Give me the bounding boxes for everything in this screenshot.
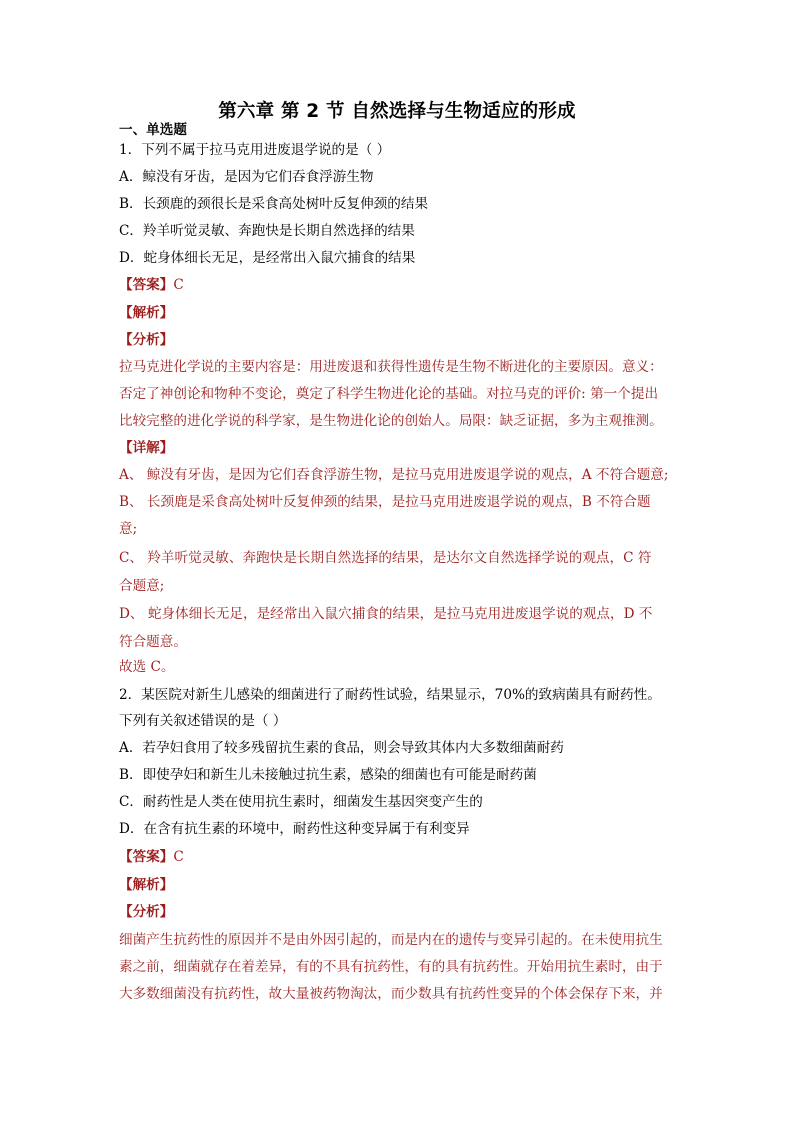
q2-option-b: B．即使孕妇和新生儿未接触过抗生素，感染的细菌也有可能是耐药菌 <box>119 767 537 783</box>
q1-detail-line-6: D、 蛇身体细长无足，是经常出入鼠穴捕食的结果，是拉马克用进废退学说的观点，D 不 <box>119 606 653 622</box>
q1-option-a: A．鲸没有牙齿，是因为它们吞食浮游生物 <box>119 169 374 185</box>
q1-analysis-line-3: 比较完整的进化学说的科学家，是生物进化论的创始人。局限：缺乏证据，多为主观推测。 <box>119 413 663 429</box>
q1-answer <box>119 276 184 294</box>
q1-option-d: D．蛇身体细长无足，是经常出入鼠穴捕食的结果 <box>119 250 416 266</box>
q1-xiangjie-tag: 【详解】 <box>119 440 174 456</box>
q2-answer-value: C <box>173 849 184 865</box>
q1-detail-line-3: 意; <box>119 521 138 537</box>
q1-detail-line-7: 符合题意。 <box>119 634 187 650</box>
q2-stem-line-2: 下列有关叙述错误的是（ ） <box>119 713 287 729</box>
q1-option-b: B．长颈鹿的颈很长是采食高处树叶反复伸颈的结果 <box>119 196 429 212</box>
q1-answer-value: C <box>173 277 184 293</box>
q1-conclusion: 故选 C。 <box>119 659 175 675</box>
q2-analysis-line-2: 素之前，细菌就存在着差异，有的不具有抗药性，有的具有抗药性。开始用抗生素时，由于 <box>119 959 663 975</box>
q2-option-a: A．若孕妇食用了较多残留抗生素的食品，则会导致其体内大多数细菌耐药 <box>119 740 564 756</box>
page-title: 第六章 第 2 节 自然选择与生物适应的形成 <box>218 101 576 122</box>
q2-analysis-line-1: 细菌产生抗药性的原因并不是由外因引起的，而是内在的遗传与变异引起的。在未使用抗生 <box>119 932 663 948</box>
q2-fenxi-tag: 【分析】 <box>119 904 174 920</box>
q2-analysis-line-3: 大多数细菌没有抗药性，故大量被药物淘汰，而少数具有抗药性变异的个体会保存下来，并 <box>119 986 663 1002</box>
section-heading: 一、单选题 <box>119 122 187 138</box>
q2-option-d: D．在含有抗生素的环境中，耐药性这种变异属于有利变异 <box>119 821 470 837</box>
q2-stem-line-1: 2．某医院对新生儿感染的细菌进行了耐药性试验，结果显示，70%的致病菌具有耐药性。 <box>119 687 661 703</box>
q1-answer-tag: 【答案】 <box>119 277 174 293</box>
q1-fenxi-tag: 【分析】 <box>119 332 174 348</box>
q1-option-c: C．羚羊听觉灵敏、奔跑快是长期自然选择的结果 <box>119 223 415 239</box>
q2-answer <box>119 848 184 866</box>
q1-stem: 1．下列不属于拉马克用进废退学说的是（ ） <box>119 142 391 158</box>
q2-option-c: C．耐药性是人类在使用抗生素时，细菌发生基因突变产生的 <box>119 794 483 810</box>
q1-detail-line-5: 合题意; <box>119 578 165 594</box>
q1-detail-line-1: A、 鲸没有牙齿，是因为它们吞食浮游生物，是拉马克用进废退学说的观点，A 不符合题意; <box>119 467 669 483</box>
q1-jiexi-tag: 【解析】 <box>119 305 174 321</box>
q1-analysis-line-1: 拉马克进化学说的主要内容是：用进废退和获得性遗传是生物不断进化的主要原因。意义： <box>119 359 663 375</box>
q1-detail-line-2: B、 长颈鹿是采食高处树叶反复伸颈的结果，是拉马克用进废退学说的观点，B 不符合题 <box>119 494 651 510</box>
q2-answer-tag: 【答案】 <box>119 849 174 865</box>
q1-detail-line-4: C、 羚羊听觉灵敏、奔跑快是长期自然选择的结果，是达尔文自然选择学说的观点，C 符 <box>119 550 652 566</box>
q1-analysis-line-2: 否定了神创论和物种不变论，奠定了科学生物进化论的基础。对拉马克的评价: 第一个提出 <box>119 386 659 402</box>
q2-jiexi-tag: 【解析】 <box>119 877 174 893</box>
